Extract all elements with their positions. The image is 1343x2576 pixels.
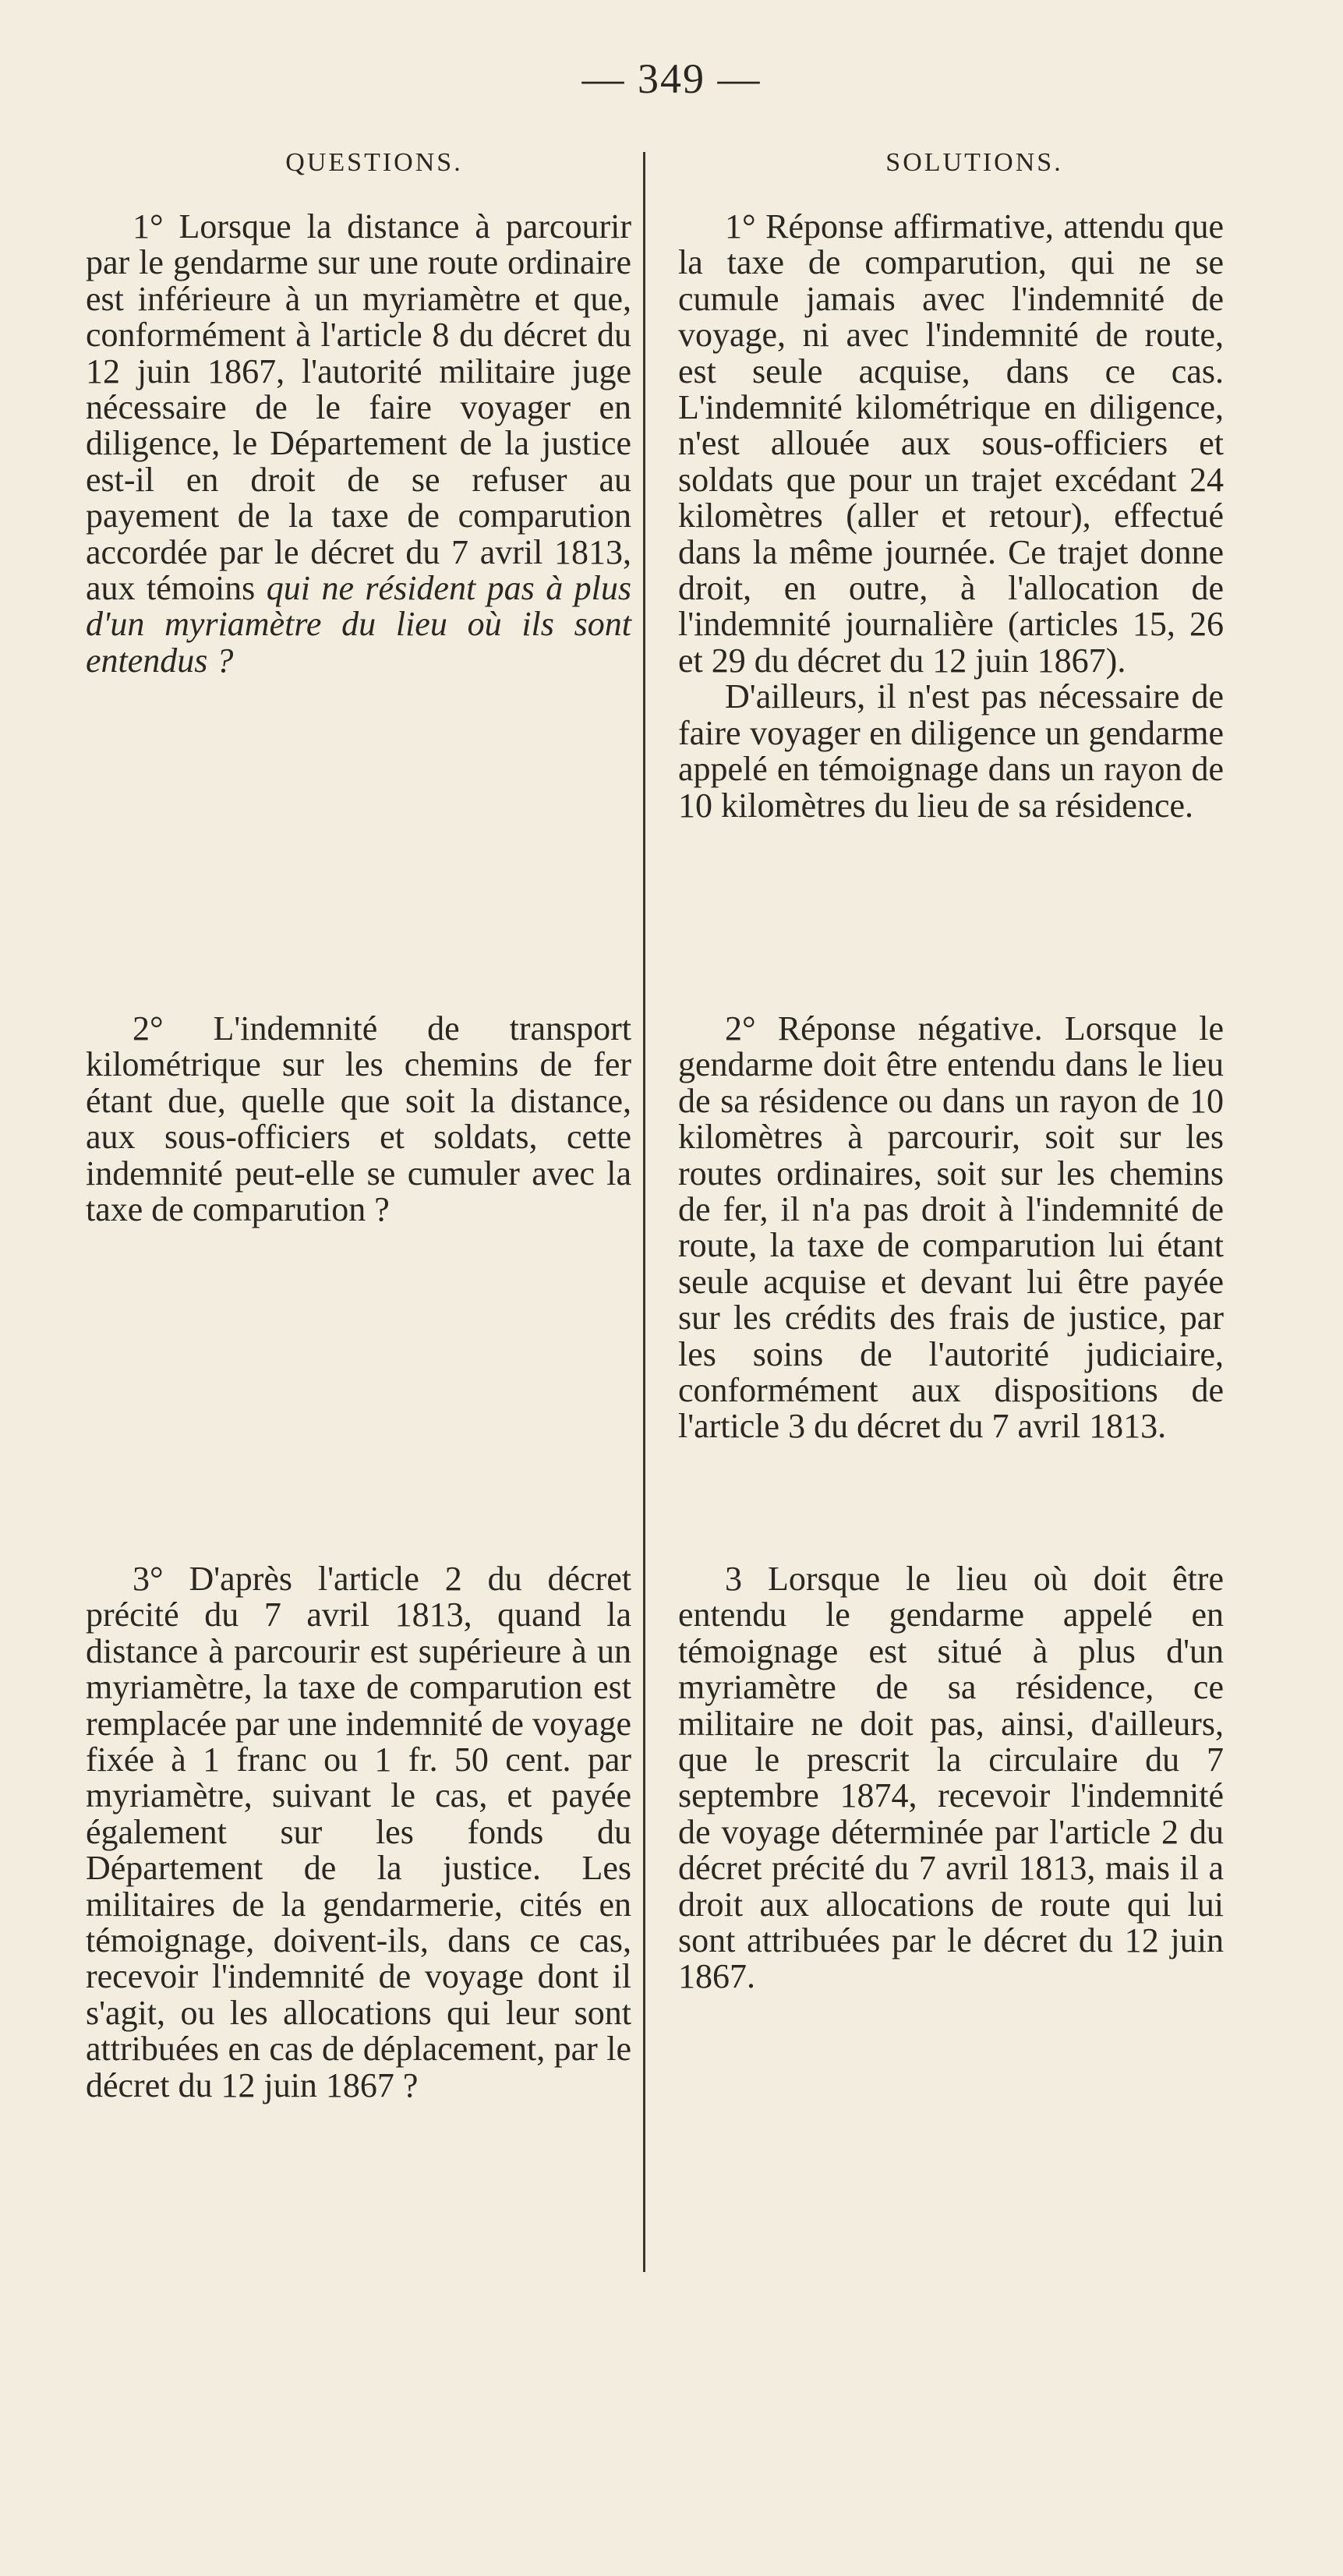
question-3-text: 3° D'après l'article 2 du décret précité du 7 avril 1813, quand la distance à parcourir est supérieure à un myriamètre, la taxe de comparution est remplacée par une indemnité de voyage fixée à 1 franc ou 1 fr. 50 cent. par myriamètre, suivant le cas, et payée également sur les fonds du Département de la justice. Les militaires de la gendarmerie, cités en témoignage, doivent-ils, dans ce cas, recevoir l'indemnité de voyage dont il s'agit, ou les allocations qui leur sont attribuées en cas de déplacement, par le décret du 12 juin 1867 ? xyxy=(86,1560,632,2104)
solution-3 xyxy=(678,1561,1224,1995)
question-1-text: 1° Lorsque la distance à parcourir par le gendarme sur une route ordinaire est inférieure à un myriamètre et que, conformément à l'article 8 du décret du 12 juin 1867, l'autorité militaire juge nécessaire de le faire voyager en diligence, le Département de la justice est-il en droit de se refuser au payement de la taxe de comparution accordée par le décret du 7 avril 1813, aux témoins xyxy=(86,207,631,608)
question-1-italic: qui ne résident pas à plus d'un myriamètre du lieu où ils sont entendus ? xyxy=(86,569,631,680)
question-3 xyxy=(86,1561,631,2104)
solution-3-paragraph-1: 3 Lorsque le lieu où doit être entendu le gendarme appelé en témoignage est situé à plus d'un myriamètre de sa résidence, ce militaire ne doit pas, ainsi, d'ailleurs, que le prescrit la circulaire du 7 septembre 1874, recevoir l'indemnité de voyage déterminée par l'article 2 du décret précité du 7 avril 1813, mais il a droit aux allocations de route qui lui sont attribuées par le décret du 12 juin 1867. xyxy=(678,1560,1224,1996)
solution-1 xyxy=(678,209,1224,824)
questions-header: QUESTIONS. xyxy=(285,148,463,177)
solution-1-paragraph-1: 1° Réponse affirmative, attendu que la taxe de comparution, qui ne se cumule jamais avec l'indemnité de voyage, ni avec l'indemnité de route, est seule acquise, dans ce cas. L'indemnité kilométrique en diligence, n'est allouée aux sous-officiers et soldats que pour un trajet excédant 24 kilomètres (aller et retour), effectué dans la même journée. Ce trajet donne droit, en outre, à l'allocation de l'indemnité journalière (articles 15, 26 et 29 du décret du 12 juin 1867). xyxy=(678,207,1224,680)
solutions-header: SOLUTIONS. xyxy=(885,148,1063,177)
question-1 xyxy=(86,209,631,679)
column-divider xyxy=(643,152,645,2272)
question-2 xyxy=(86,1011,631,1228)
solution-2 xyxy=(678,1011,1224,1445)
question-2-text: 2° L'indemnité de transport kilométrique sur les chemins de fer étant due, quelle que soit la distance, aux sous-officiers et soldats, cette indemnité peut-elle se cumuler avec la taxe de comparution ? xyxy=(86,1009,631,1229)
page-number: — 349 — xyxy=(581,55,762,102)
solution-1-paragraph-2: D'ailleurs, il n'est pas nécessaire de faire voyager en diligence un gendarme appelé en témoignage dans un rayon de 10 kilomètres du lieu de sa résidence. xyxy=(678,677,1224,825)
solution-2-paragraph-1: 2° Réponse négative. Lorsque le gendarme doit être entendu dans le lieu de sa résidence ou dans un rayon de 10 kilomètres à parcourir, soit sur les routes ordinaires, soit sur les chemins de fer, il n'a pas droit à l'indemnité de route, la taxe de comparution lui étant seule acquise et devant lui être payée sur les crédits des frais de justice, par les soins de l'autorité judiciaire, conformément aux dispositions de l'article 3 du décret du 7 avril 1813. xyxy=(678,1009,1224,1446)
